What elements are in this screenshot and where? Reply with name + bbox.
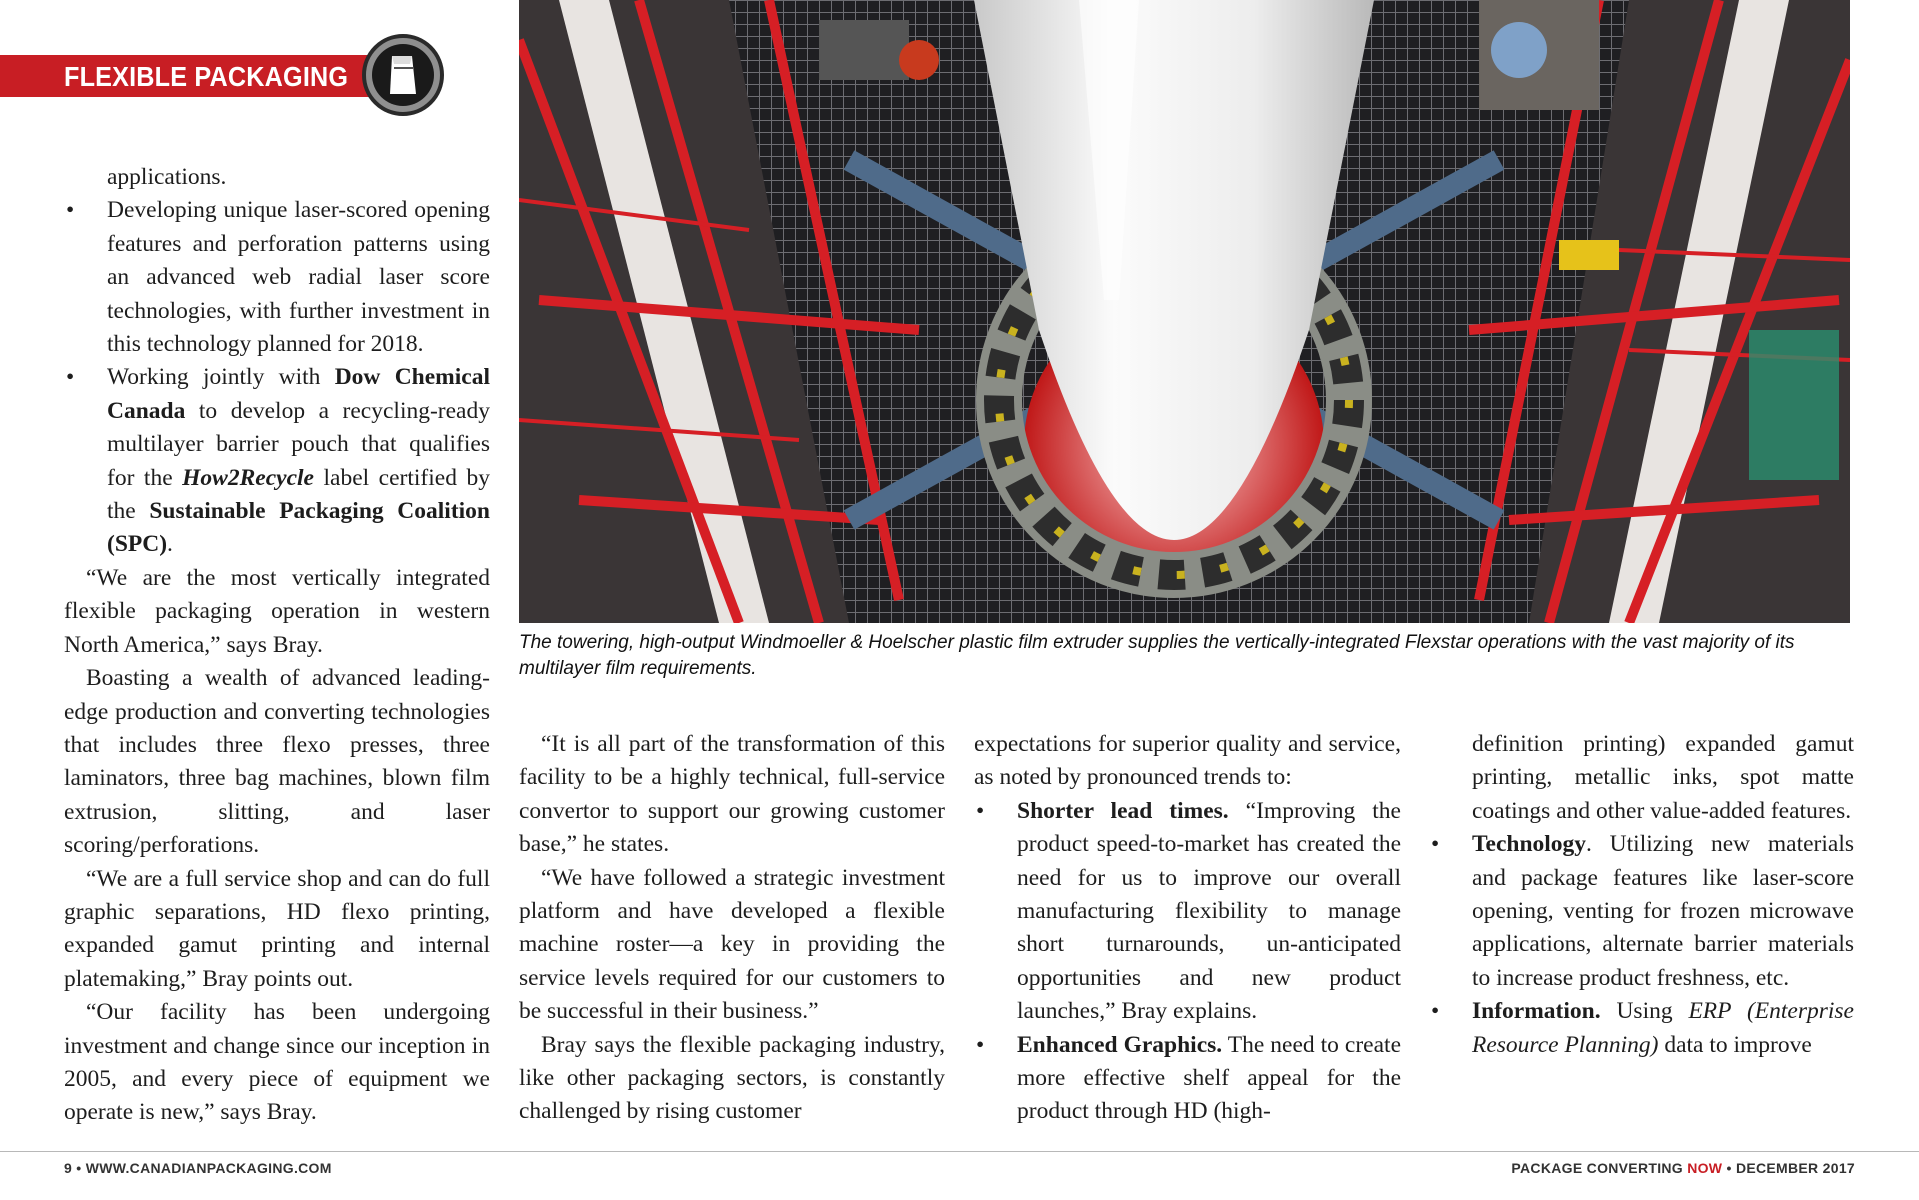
issue-date: DECEMBER 2017 [1735, 1160, 1855, 1176]
section-badge [362, 34, 444, 116]
column-1 [64, 161, 490, 1130]
column-3 [974, 728, 1401, 1129]
bullet-item: • Information. Using ERP (Enterprise Resource Planning) data to improve [1431, 998, 1854, 1058]
section-label: FLEXIBLE PACKAGING [64, 61, 349, 92]
paragraph: “We are the most vertically integrated flexible packaging operation in western North America,” says Bray. [64, 564, 490, 658]
bullet-item: • Enhanced Graphics. The need to create more effective shelf appeal for the product through HD (high- [976, 1031, 1401, 1125]
photo-caption: The towering, high-output Windmoeller & Hoelscher plastic film extruder supplies the vertically-integrated Flexstar operations with the vast majority of its multilayer film requirements. [519, 632, 1795, 679]
page-number: 9 [64, 1160, 73, 1176]
footer-website: WWW.CANADIANPACKAGING.COM [85, 1160, 332, 1176]
paragraph: “We are a full service shop and can do full graphic separations, HD flexo printing, expanded gamut printing and internal platemaking,” Bray points out. [64, 865, 490, 992]
paragraph: “It is all part of the transformation of this facility to be a highly technical, full-service convertor to support our growing customer base,” he states. [519, 731, 945, 858]
bullet-item: • Developing unique laser-scored opening features and perforation patterns using an advanced web radial laser score technologies, with further investment in this technology planned for 2018. [66, 197, 490, 358]
pouch-icon [372, 44, 434, 106]
paragraph: “Our facility has been undergoing investment and change since our inception in 2005, and every piece of equipment we operate is new,” says Bray. [64, 999, 490, 1126]
paragraph: Boasting a wealth of advanced leading-edge production and converting technologies that includes three flexo presses, three laminators, three bag machines, blown film extrusion, slitting, and laser scoring/perforations. [64, 665, 490, 859]
bullet-item: • Technology. Utilizing new materials and package features like laser-score opening, venting for frozen microwave applications, alternate barrier materials to increase product freshness, etc. [1431, 831, 1854, 991]
bullet-continuation: applications. [107, 164, 227, 190]
bullet-continuation: definition printing) expanded gamut printing, metallic inks, spot matte coatings and other value-added features. [1472, 731, 1854, 824]
bullet-item: • Working jointly with Dow Chemical Canada to develop a recycling-ready multilayer barrier pouch that qualifies for the How2Recycle label certified by the Sustainable Packaging Coalition (SPC). [66, 364, 490, 558]
publication-name: PACKAGE CONVERTING [1511, 1160, 1688, 1176]
bullet-item: • Shorter lead times. “Improving the product speed-to-market has created the need for us to improve our overall manufacturing flexibility to manage short turnarounds, un-anticipated opportunities and new product launches,” Bray explains. [976, 797, 1401, 1025]
footer-left: 9 • WWW.CANADIANPACKAGING.COM [64, 1160, 332, 1176]
paragraph: Bray says the flexible packaging industry, like other packaging sectors, is constantly challenged by rising customer [519, 1031, 945, 1125]
column-2 [519, 728, 945, 1129]
paragraph: expectations for superior quality and service, as noted by pronounced trends to: [974, 731, 1401, 791]
extruder-photo [519, 0, 1850, 623]
footer-right: PACKAGE CONVERTING NOW • DECEMBER 2017 [1511, 1160, 1855, 1176]
footer-rule [0, 1151, 1919, 1152]
column-4 [1429, 728, 1854, 1062]
paragraph: “We have followed a strategic investment platform and have developed a flexible machine roster—a key in providing the service levels required for our customers to be successful in their business.” [519, 864, 945, 1025]
